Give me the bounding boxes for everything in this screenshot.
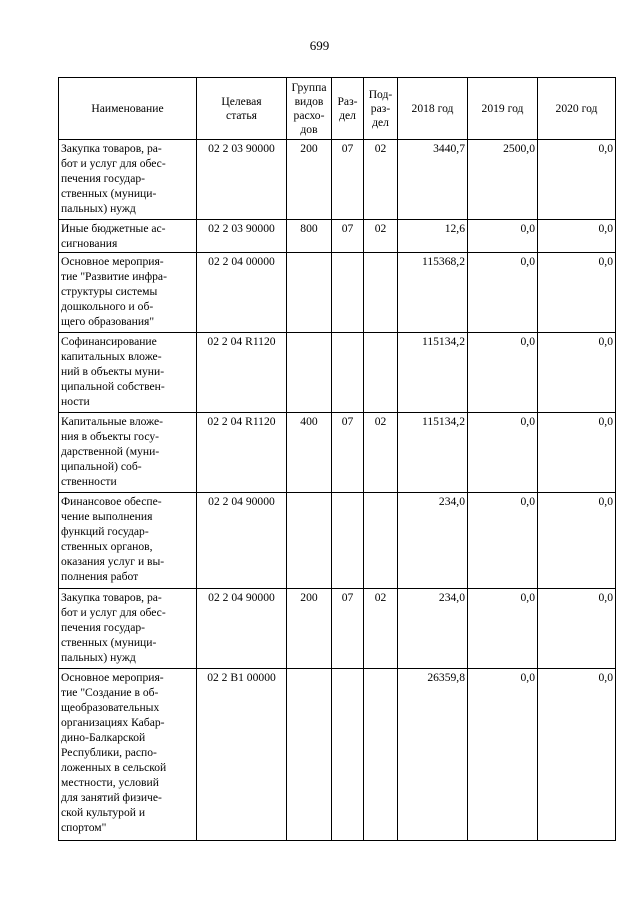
section-cell bbox=[332, 253, 364, 333]
row-name-line: дошкольного и об- bbox=[61, 300, 154, 313]
row-name-line: ности bbox=[61, 395, 90, 408]
row-name-line: Основное мероприя- bbox=[61, 255, 164, 268]
subsection-cell bbox=[364, 333, 398, 413]
column-header-line: дов bbox=[300, 122, 318, 136]
amount-2020-cell: 0,0 bbox=[538, 669, 616, 841]
column-header-name bbox=[59, 78, 197, 140]
amount-2018-cell: 26359,8 bbox=[398, 669, 468, 841]
target-article-cell: 02 2 04 R1120 bbox=[197, 413, 287, 493]
row-name-cell bbox=[59, 220, 197, 253]
section-cell: 07 bbox=[332, 413, 364, 493]
expense-group-cell: 800 bbox=[287, 220, 332, 253]
table-row bbox=[59, 589, 616, 669]
row-name-line: ния в объекты госу- bbox=[61, 430, 159, 443]
row-name-line: печения государ- bbox=[61, 621, 145, 634]
row-name-line: ственных (муници- bbox=[61, 187, 157, 200]
row-name-line: пальных) нужд bbox=[61, 651, 136, 664]
column-header-line: статья bbox=[226, 108, 257, 122]
column-header-line: расхо- bbox=[293, 108, 325, 122]
target-article-cell: 02 2 04 00000 bbox=[197, 253, 287, 333]
table-row bbox=[59, 253, 616, 333]
row-name-line: ципальной) соб- bbox=[61, 460, 142, 473]
subsection-cell bbox=[364, 253, 398, 333]
expense-group-cell bbox=[287, 669, 332, 841]
row-name-line: Закупка товаров, ра- bbox=[61, 591, 162, 604]
expense-group-cell bbox=[287, 253, 332, 333]
amount-2020-cell: 0,0 bbox=[538, 589, 616, 669]
column-header-line: Группа bbox=[291, 80, 327, 94]
row-name-line: чение выполнения bbox=[61, 510, 153, 523]
column-header-line: видов bbox=[294, 94, 324, 108]
target-article-cell: 02 2 В1 00000 bbox=[197, 669, 287, 841]
row-name-line: ственности bbox=[61, 475, 117, 488]
amount-2019-cell: 0,0 bbox=[468, 413, 538, 493]
row-name-cell bbox=[59, 493, 197, 589]
expense-group-cell bbox=[287, 493, 332, 589]
expense-group-cell bbox=[287, 333, 332, 413]
column-header-line: 2019 год bbox=[481, 101, 524, 115]
row-name-cell bbox=[59, 140, 197, 220]
row-name-line: Республики, распо- bbox=[61, 746, 157, 759]
amount-2020-cell: 0,0 bbox=[538, 413, 616, 493]
column-header-line: 2020 год bbox=[555, 101, 598, 115]
column-header-y2018 bbox=[398, 78, 468, 140]
row-name-line: ственных органов, bbox=[61, 540, 153, 553]
target-article-cell: 02 2 04 R1120 bbox=[197, 333, 287, 413]
column-header-section bbox=[332, 78, 364, 140]
column-header-line: Под- bbox=[368, 87, 393, 101]
row-name-line: ний в объекты муни- bbox=[61, 365, 165, 378]
subsection-cell bbox=[364, 669, 398, 841]
row-name-line: бот и услуг для обес- bbox=[61, 157, 166, 170]
row-name-cell bbox=[59, 253, 197, 333]
table-body bbox=[59, 140, 616, 841]
row-name-line: Основное мероприя- bbox=[61, 671, 164, 684]
amount-2019-cell: 0,0 bbox=[468, 333, 538, 413]
column-header-code bbox=[197, 78, 287, 140]
row-name-line: ципальной собствен- bbox=[61, 380, 165, 393]
section-cell: 07 bbox=[332, 589, 364, 669]
amount-2018-cell: 115368,2 bbox=[398, 253, 468, 333]
row-name-cell bbox=[59, 669, 197, 841]
column-header-line: Целевая bbox=[221, 94, 262, 108]
budget-table bbox=[58, 77, 616, 841]
table-row bbox=[59, 333, 616, 413]
row-name-line: организациях Кабар- bbox=[61, 716, 165, 729]
row-name-line: дарственной (муни- bbox=[61, 445, 160, 458]
column-header-line: дел bbox=[372, 115, 389, 129]
row-name-line: для занятий физиче- bbox=[61, 791, 162, 804]
row-name-line: Иные бюджетные ас- bbox=[61, 222, 166, 235]
amount-2018-cell: 115134,2 bbox=[398, 413, 468, 493]
row-name-line: капитальных вложе- bbox=[61, 350, 162, 363]
column-header-line: Раз- bbox=[337, 94, 358, 108]
amount-2019-cell: 0,0 bbox=[468, 493, 538, 589]
column-header-line: раз- bbox=[370, 101, 391, 115]
amount-2019-cell: 0,0 bbox=[468, 669, 538, 841]
row-name-line: печения государ- bbox=[61, 172, 145, 185]
amount-2018-cell: 115134,2 bbox=[398, 333, 468, 413]
expense-group-cell: 200 bbox=[287, 589, 332, 669]
subsection-cell: 02 bbox=[364, 140, 398, 220]
row-name-line: тие "Развитие инфра- bbox=[61, 270, 167, 283]
row-name-line: Капитальные вложе- bbox=[61, 415, 164, 428]
row-name-line: ственных (муници- bbox=[61, 636, 157, 649]
row-name-line: дино-Балкарской bbox=[61, 731, 146, 744]
amount-2018-cell: 3440,7 bbox=[398, 140, 468, 220]
subsection-cell bbox=[364, 493, 398, 589]
column-header-subsection bbox=[364, 78, 398, 140]
row-name-cell bbox=[59, 333, 197, 413]
row-name-line: полнения работ bbox=[61, 570, 139, 583]
amount-2020-cell: 0,0 bbox=[538, 493, 616, 589]
column-header-group bbox=[287, 78, 332, 140]
amount-2019-cell: 0,0 bbox=[468, 589, 538, 669]
table-row bbox=[59, 493, 616, 589]
row-name-line: оказания услуг и вы- bbox=[61, 555, 165, 568]
row-name-line: местности, условий bbox=[61, 776, 159, 789]
row-name-line: щего образования" bbox=[61, 315, 155, 328]
section-cell: 07 bbox=[332, 140, 364, 220]
amount-2020-cell: 0,0 bbox=[538, 253, 616, 333]
table-row bbox=[59, 413, 616, 493]
row-name-line: функций государ- bbox=[61, 525, 149, 538]
row-name-line: бот и услуг для обес- bbox=[61, 606, 166, 619]
expense-group-cell: 400 bbox=[287, 413, 332, 493]
amount-2019-cell: 2500,0 bbox=[468, 140, 538, 220]
row-name-line: тие "Создание в об- bbox=[61, 686, 159, 699]
section-cell bbox=[332, 669, 364, 841]
row-name-line: спортом" bbox=[61, 821, 107, 834]
column-header-y2019 bbox=[468, 78, 538, 140]
row-name-line: сигнования bbox=[61, 237, 118, 250]
column-header-y2020 bbox=[538, 78, 616, 140]
subsection-cell: 02 bbox=[364, 220, 398, 253]
row-name-line: щеобразовательных bbox=[61, 701, 160, 714]
amount-2020-cell: 0,0 bbox=[538, 140, 616, 220]
target-article-cell: 02 2 04 90000 bbox=[197, 589, 287, 669]
row-name-cell bbox=[59, 589, 197, 669]
column-header-line: Наименование bbox=[91, 101, 164, 115]
section-cell: 07 bbox=[332, 220, 364, 253]
row-name-line: пальных) нужд bbox=[61, 202, 136, 215]
amount-2018-cell: 12,6 bbox=[398, 220, 468, 253]
header-row bbox=[59, 78, 616, 140]
row-name-line: ложенных в сельской bbox=[61, 761, 167, 774]
row-name-line: ской культурой и bbox=[61, 806, 146, 819]
target-article-cell: 02 2 03 90000 bbox=[197, 140, 287, 220]
target-article-cell: 02 2 03 90000 bbox=[197, 220, 287, 253]
section-cell bbox=[332, 493, 364, 589]
amount-2018-cell: 234,0 bbox=[398, 589, 468, 669]
table-row bbox=[59, 220, 616, 253]
table-row bbox=[59, 669, 616, 841]
row-name-line: структуры системы bbox=[61, 285, 158, 298]
target-article-cell: 02 2 04 90000 bbox=[197, 493, 287, 589]
row-name-line: Финансовое обеспе- bbox=[61, 495, 162, 508]
column-header-line: дел bbox=[339, 108, 356, 122]
table-row bbox=[59, 140, 616, 220]
column-header-line: 2018 год bbox=[411, 101, 454, 115]
amount-2020-cell: 0,0 bbox=[538, 220, 616, 253]
subsection-cell: 02 bbox=[364, 413, 398, 493]
subsection-cell: 02 bbox=[364, 589, 398, 669]
amount-2020-cell: 0,0 bbox=[538, 333, 616, 413]
amount-2019-cell: 0,0 bbox=[468, 220, 538, 253]
page-number: 699 bbox=[309, 38, 330, 53]
row-name-line: Закупка товаров, ра- bbox=[61, 142, 162, 155]
row-name-cell bbox=[59, 413, 197, 493]
amount-2019-cell: 0,0 bbox=[468, 253, 538, 333]
row-name-line: Софинансирование bbox=[61, 335, 157, 348]
section-cell bbox=[332, 333, 364, 413]
amount-2018-cell: 234,0 bbox=[398, 493, 468, 589]
expense-group-cell: 200 bbox=[287, 140, 332, 220]
